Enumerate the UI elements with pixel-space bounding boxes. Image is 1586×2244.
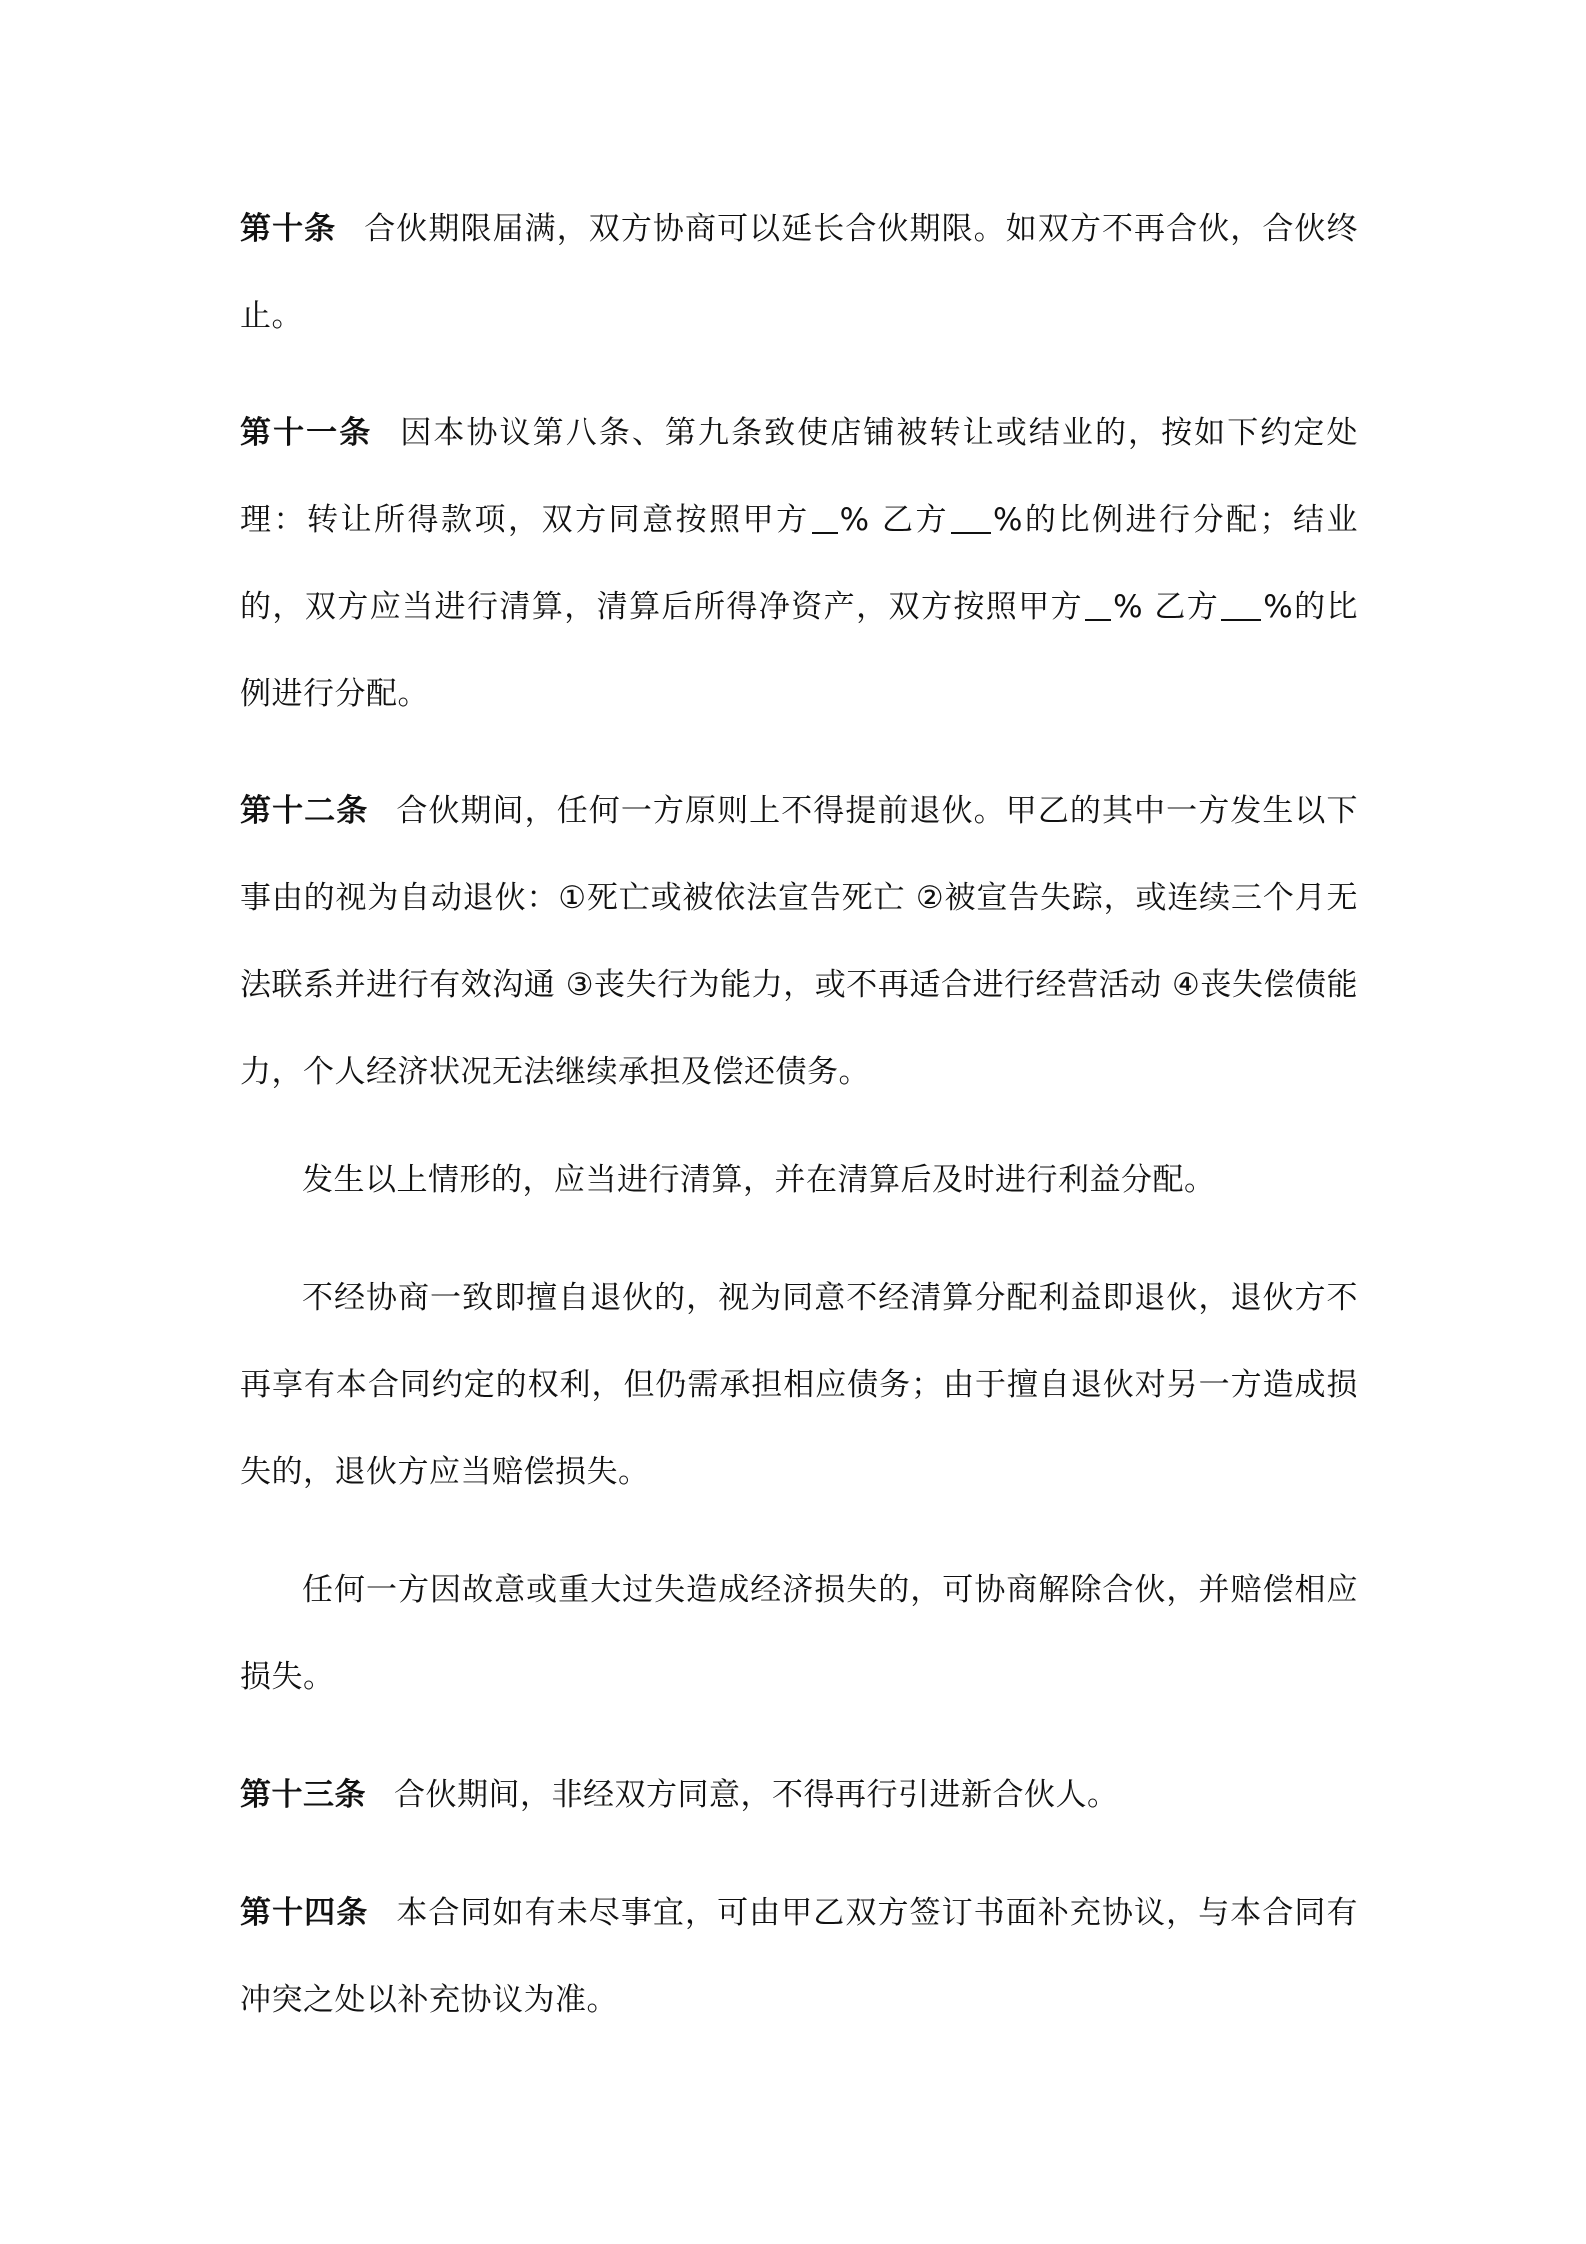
article-14 [240,1870,1358,2044]
article-12-paragraph-4: 任何一方因故意或重大过失造成经济损失的，可协商解除合伙，并赔偿相应损失。 [240,1572,1358,1695]
article-12 [240,768,1358,1116]
party-a-share-blank-1[interactable] [812,502,838,534]
article-12-paragraph-3: 不经协商一致即擅自退伙的，视为同意不经清算分配利益即退伙，退伙方不再享有本合同约定的权利，但仍需承担相应债务；由于擅自退伙对另一方造成损失的，退伙方应当赔偿损失。 [240,1280,1358,1490]
article-12-paragraph-2: 发生以上情形的，应当进行清算，并在清算后及时进行利益分配。 [302,1162,1216,1198]
article-10-heading: 第十条 [240,211,337,247]
article-10-text: 合伙期限届满，双方协商可以延长合伙期限。如双方不再合伙，合伙终止。 [240,211,1359,334]
article-13 [240,1752,1358,1839]
article-13-text: 合伙期间，非经双方同意，不得再行引进新合伙人。 [394,1777,1119,1813]
document-page [240,0,1358,2244]
article-14-text: 本合同如有未尽事宜，可由甲乙双方签订书面补充协议，与本合同有冲突之处以补充协议为准。 [240,1895,1359,2018]
article-13-heading: 第十三条 [240,1777,366,1813]
article-11-heading: 第十一条 [240,415,373,451]
article-11-text-1: 因本协议第八条、第九条致使店铺被转让或结业的，按如下约定处理：转让所得款项，双方同意按照甲方 [240,415,1358,538]
article-11-text-5: %的比例进行分配。 [240,589,1358,712]
article-10 [240,186,1358,360]
article-14-heading: 第十四条 [240,1895,369,1931]
party-b-share-blank-1[interactable] [951,502,991,534]
article-11-text-4: % 乙方 [1113,589,1220,625]
article-11 [240,390,1358,738]
party-b-share-blank-2[interactable] [1221,589,1261,621]
article-11-text-3: %的比例进行分配；结业的，双方应当进行清算，清算后所得净资产，双方按照甲方 [240,502,1358,625]
party-a-share-blank-2[interactable] [1085,589,1111,621]
article-11-text-2: % 乙方 [839,502,949,538]
article-12-text: 合伙期间，任何一方原则上不得提前退伙。甲乙的其中一方发生以下事由的视为自动退伙：①死亡或被依法宣告死亡 ②被宣告失踪，或连续三个月无法联系并进行有效沟通 ③丧失行为能力，或不再适合进行经营活动 ④丧失偿债能力，个人经济状况无法继续承担及偿还债务。 [240,793,1359,1090]
article-12-heading: 第十二条 [240,793,369,829]
